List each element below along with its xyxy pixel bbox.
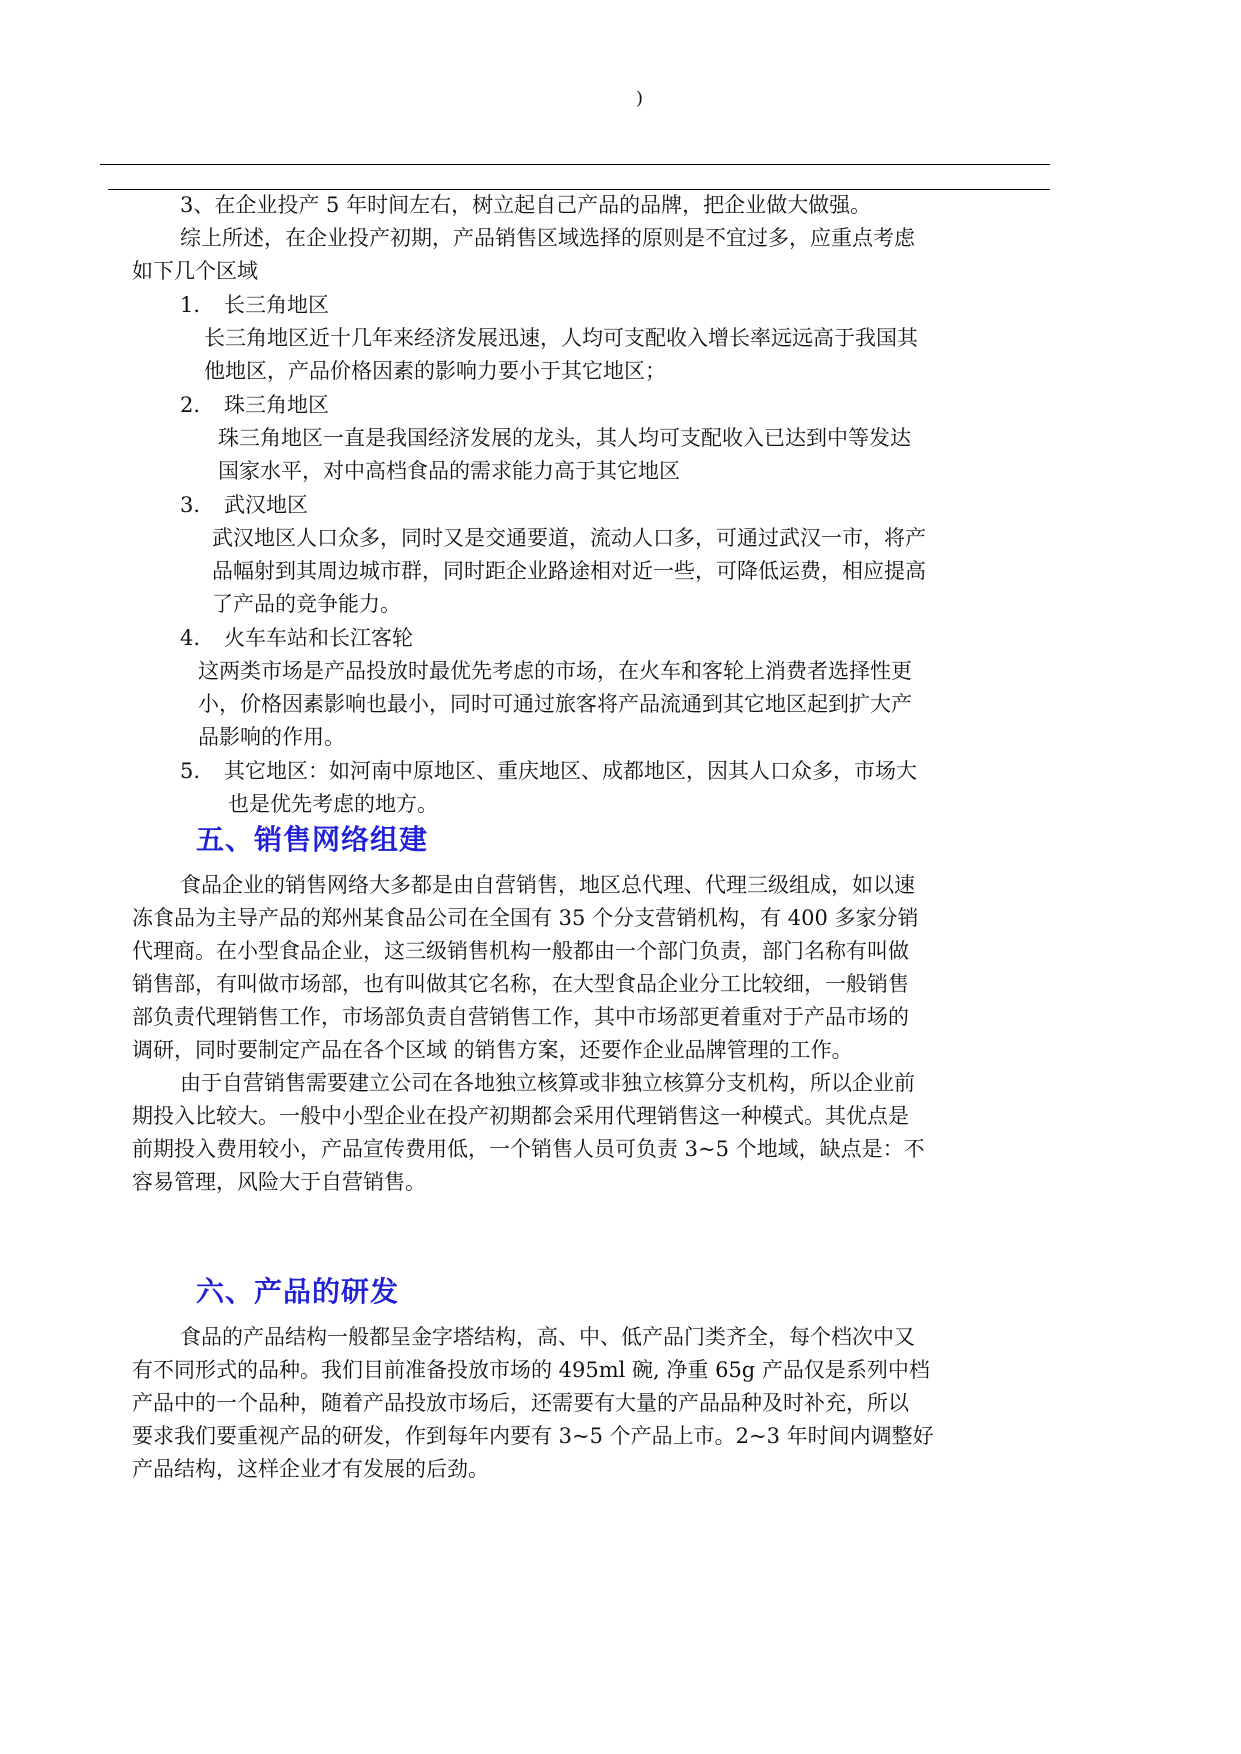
paragraph-line: 有不同形式的品种。我们目前准备投放市场的 495ml 碗, 净重 65g 产品仅是系列中档 [132, 1358, 930, 1382]
region-title: 其它地区：如河南中原地区、重庆地区、成都地区，因其人口众多，市场大 [224, 759, 917, 783]
paragraph-line: 容易管理，风险大于自营销售。 [132, 1170, 426, 1194]
paragraph-line: 部负责代理销售工作，市场部负责自营销售工作，其中市场部更着重对于产品市场的 [132, 1005, 909, 1029]
region-text-line: 品幅射到其周边城市群，同时距企业路途相对近一些，可降低运费，相应提高 [212, 559, 926, 583]
paragraph-line: 食品企业的销售网络大多都是由自营销售，地区总代理、代理三级组成，如以速 [180, 873, 915, 897]
paragraph-line: 由于自营销售需要建立公司在各地独立核算或非独立核算分支机构，所以企业前 [180, 1071, 915, 1095]
region-number: 3. [180, 493, 201, 517]
intro-line-3: 如下几个区域 [132, 259, 258, 283]
paragraph-line: 代理商。在小型食品企业，这三级销售机构一般都由一个部门负责，部门名称有叫做 [132, 939, 909, 963]
region-title: 火车车站和长江客轮 [224, 626, 413, 650]
header-mark: ) [636, 88, 644, 109]
region-text-line: 了产品的竞争能力。 [212, 592, 401, 616]
region-text-line: 小，价格因素影响也最小，同时可通过旅客将产品流通到其它地区起到扩大产 [198, 692, 912, 716]
header-rule-top [100, 164, 1050, 165]
paragraph-line: 冻食品为主导产品的郑州某食品公司在全国有 35 个分支营销机构，有 400 多家分销 [132, 906, 919, 930]
paragraph-line: 销售部，有叫做市场部，也有叫做其它名称，在大型食品企业分工比较细，一般销售 [132, 972, 909, 996]
paragraph-line: 前期投入费用较小，产品宣传费用低，一个销售人员可负责 3~5 个地域，缺点是：不 [132, 1137, 925, 1161]
region-title: 武汉地区 [224, 493, 308, 517]
intro-line-2: 综上所述，在企业投产初期，产品销售区域选择的原则是不宜过多，应重点考虑 [180, 226, 915, 250]
region-text-line: 这两类市场是产品投放时最优先考虑的市场，在火车和客轮上消费者选择性更 [198, 659, 912, 683]
paragraph-line: 产品中的一个品种，随着产品投放市场后，还需要有大量的产品品种及时补充，所以 [132, 1391, 909, 1415]
paragraph-line: 要求我们要重视产品的研发，作到每年内要有 3~5 个产品上市。2~3 年时间内调整好 [132, 1424, 934, 1448]
region-number: 2. [180, 393, 201, 417]
region-number: 1. [180, 293, 201, 317]
paragraph-line: 期投入比较大。一般中小型企业在投产初期都会采用代理销售这一种模式。其优点是 [132, 1104, 909, 1128]
region-number: 5. [180, 759, 201, 783]
region-text-line: 长三角地区近十几年来经济发展迅速，人均可支配收入增长率远远高于我国其 [204, 326, 918, 350]
region-text-line: 珠三角地区一直是我国经济发展的龙头，其人均可支配收入已达到中等发达 [218, 426, 911, 450]
paragraph-line: 食品的产品结构一般都呈金字塔结构，高、中、低产品门类齐全，每个档次中又 [180, 1325, 915, 1349]
region-text-line: 武汉地区人口众多，同时又是交通要道，流动人口多，可通过武汉一市，将产 [212, 526, 926, 550]
region-title: 长三角地区 [224, 293, 329, 317]
paragraph-line: 产品结构，这样企业才有发展的后劲。 [132, 1457, 489, 1481]
region-text-line: 国家水平，对中高档食品的需求能力高于其它地区 [218, 459, 680, 483]
section-heading-product-rnd: 六、产品的研发 [196, 1275, 400, 1308]
paragraph-line: 调研，同时要制定产品在各个区域 的销售方案，还要作企业品牌管理的工作。 [132, 1038, 853, 1062]
region-text-line: 他地区，产品价格因素的影响力要小于其它地区； [204, 359, 666, 383]
section-heading-sales-network: 五、销售网络组建 [196, 823, 429, 856]
region-text-line: 品影响的作用。 [198, 725, 345, 749]
region-number: 4. [180, 626, 201, 650]
intro-line-1: 3、在企业投产 5 年时间左右，树立起自己产品的品牌，把企业做大做强。 [180, 193, 872, 217]
region-title: 珠三角地区 [224, 393, 329, 417]
region-text-line: 也是优先考虑的地方。 [228, 792, 438, 816]
